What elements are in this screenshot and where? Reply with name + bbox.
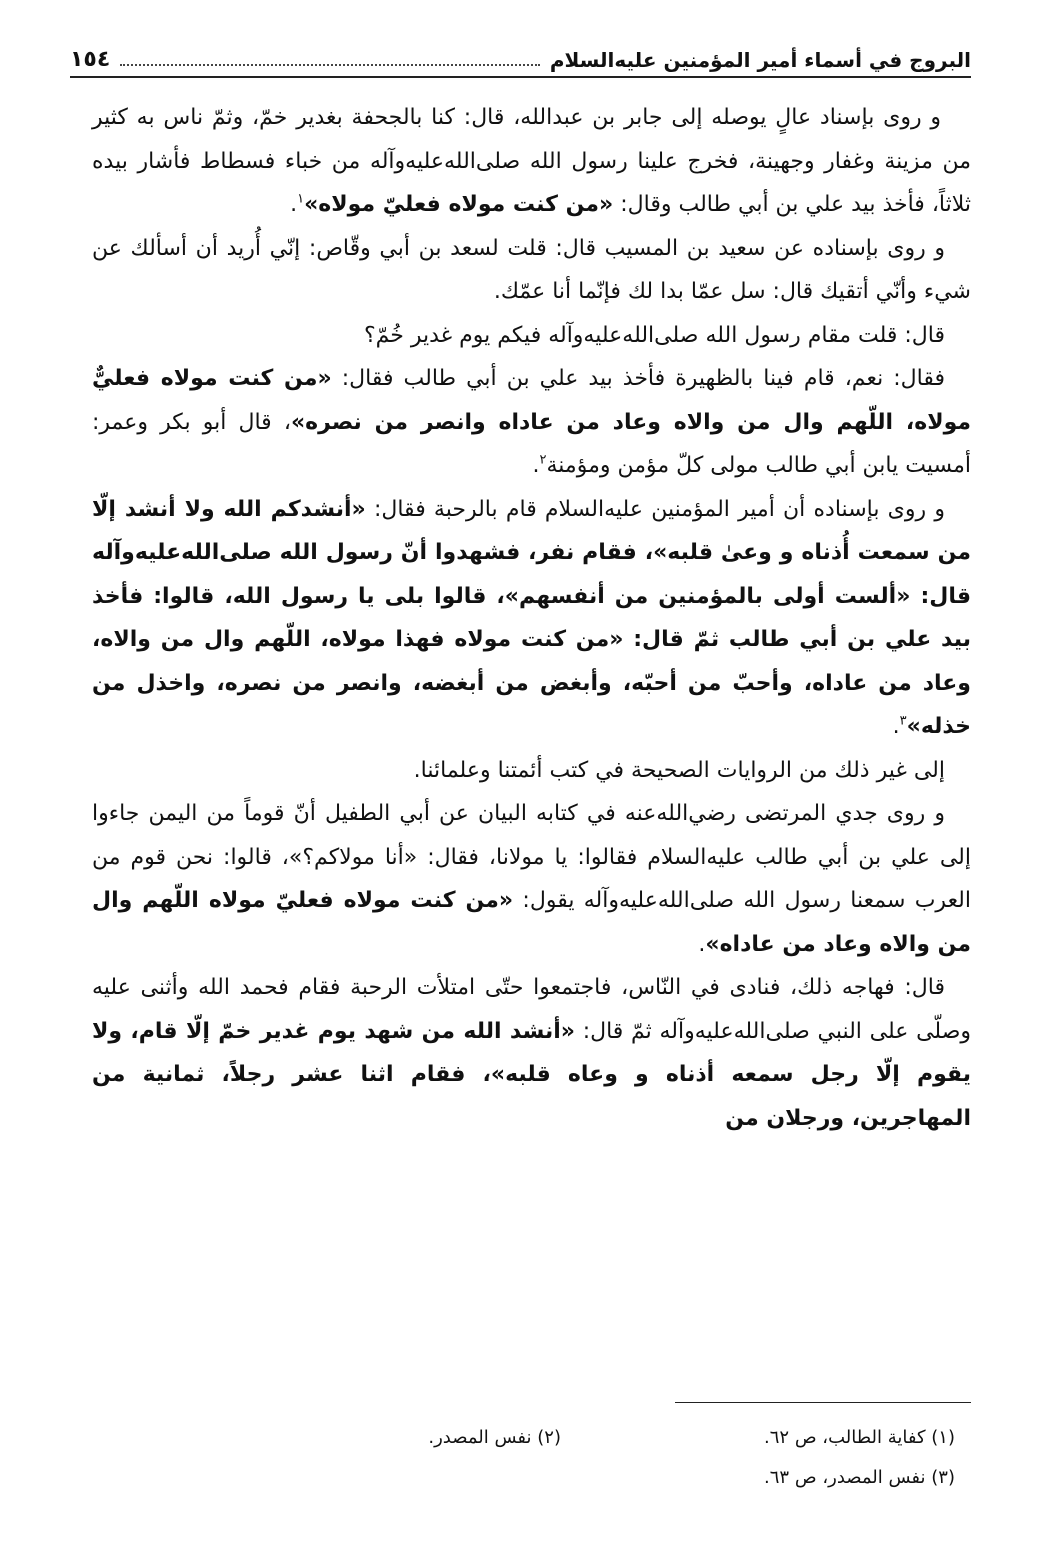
footnote-separator (675, 1402, 971, 1403)
paragraph-1: و روى بإسناد عالٍ يوصله إلى جابر بن عبدالله، قال: كنا بالجحفة بغدير خمّ، وثمّ ناس به كثير من مزينة وغفار وجهينة، فخرج علينا رسول الله صلى‌الله‌عليه‌وآله من خباء فسطاط فأشار بيده ثلاثاً، فأخذ بيد علي بن أبي طالب وقال: «من كنت مولاه فعليّ مولاه»$^١$. (92, 105, 971, 217)
paragraph-2: و روى بإسناده عن سعيد بن المسيب قال: قلت لسعد بن أبي وقّاص: إنّي أُريد أن أسألك عن شيء وأنّي أتقيك قال: سل عمّا بدا لك فإنّما أنا عمّك. (92, 235, 971, 304)
quote-4: «من كنت مولاه فعليٌّ مولاه، اللّهم وال من والاه وعاد من عاداه وانصر من نصره» (92, 366, 971, 435)
header-dot-leader (120, 64, 540, 66)
paragraph-5: و روى بإسناده أن أمير المؤمنين عليه‌السلام قام بالرحبة فقال: «أنشدكم الله ولا أنشد إلّا من سمعت أُذناه و وعىٰ قلبه»، فقام نفر، فشهدوا أنّ رسول الله صلى‌الله‌عليه‌وآله قال: «ألست أولى بالمؤمنين من أنفسهم»، قالوا بلى يا رسول الله، قالوا: فأخذ بيد علي بن أبي طالب ثمّ قال: «من كنت مولاه فهذا مولاه، اللّهم وال من والاه، وعاد من عاداه، وأحبّ من أحبّه، وأبغض من أبغضه، وانصر من نصره، واخذل من خذله»$^٣$. (92, 496, 971, 739)
main-text (92, 96, 971, 1140)
quote-5: «أنشدكم الله ولا أنشد إلّا من سمعت أُذناه و وعىٰ قلبه» (92, 496, 971, 565)
footnote-row (92, 1458, 971, 1498)
quote-8: «أنشد الله من شهد يوم غدير خمّ إلّا قام، ولا يقوم إلّا رجل سمعه أذناه و وعاه قلبه» (92, 1018, 971, 1087)
header-rule (70, 76, 971, 78)
page-number: ١٥٤ (70, 47, 111, 72)
page-header (70, 28, 971, 78)
footnote-2: (٢) نفس المصدر. (428, 1427, 561, 1448)
footnote-1: (١) كفاية الطالب، ص ٦٢. (764, 1427, 955, 1448)
footnote-ref-2: ٢ (539, 452, 547, 468)
paragraph-4: فقال: نعم، قام فينا بالظهيرة فأخذ بيد علي بن أبي طالب فقال: «من كنت مولاه فعليٌّ مولاه، اللّهم وال من والاه وعاد من عاداه وانصر من نصره»، قال أبو بكر وعمر: أمسيت يابن أبي طالب مولى كلّ مؤمن ومؤمنة$^٢$. (92, 366, 971, 478)
footnote-ref-1: ١ (297, 191, 305, 207)
running-title: البروج في أسماء أمير المؤمنين عليه‌السلام (549, 48, 971, 72)
paragraph-3: قال: قلت مقام رسول الله صلى‌الله‌عليه‌وآله فيكم يوم غدير خُمّ؟ (363, 322, 945, 348)
quote-1: «من كنت مولاه فعليّ مولاه» (304, 192, 614, 217)
paragraph-6: إلى غير ذلك من الروايات الصحيحة في كتب أئمتنا وعلمائنا. (413, 757, 945, 783)
footnote-row (92, 1418, 971, 1458)
paragraph-8: قال: فهاجه ذلك، فنادى في النّاس، فاجتمعوا حتّى امتلأت الرحبة فقام فحمد الله وأثنى عليه وصلّى على النبي صلى‌الله‌عليه‌وآله ثمّ قال: «أنشد الله من شهد يوم غدير خمّ إلّا قام، ولا يقوم إلّا رجل سمعه أذناه و وعاه قلبه»، فقام اثنا عشر رجلاً، ثمانية من المهاجرين، ورجلان من (92, 975, 972, 1131)
paragraph-7: و روى جدي المرتضى رضي‌الله‌عنه في كتابه البيان عن أبي الطفيل أنّ قوماً من اليمن جاءوا إلى علي بن أبي طالب عليه‌السلام فقالوا: يا مولانا، فقال: «أنا مولاكم؟»، قالوا: نحن قوم من العرب سمعنا رسول الله صلى‌الله‌عليه‌وآله يقول: «من كنت مولاه فعليّ مولاه اللّهم وال من والاه وعاد من عاداه». (92, 801, 972, 957)
footnote-ref-3: ٣ (899, 713, 907, 729)
quote-7: «من كنت مولاه فعليّ مولاه اللّهم وال من والاه وعاد من عاداه» (92, 888, 971, 957)
footnote-3: (٣) نفس المصدر، ص ٦٣. (764, 1467, 955, 1488)
footnotes (92, 1418, 971, 1498)
